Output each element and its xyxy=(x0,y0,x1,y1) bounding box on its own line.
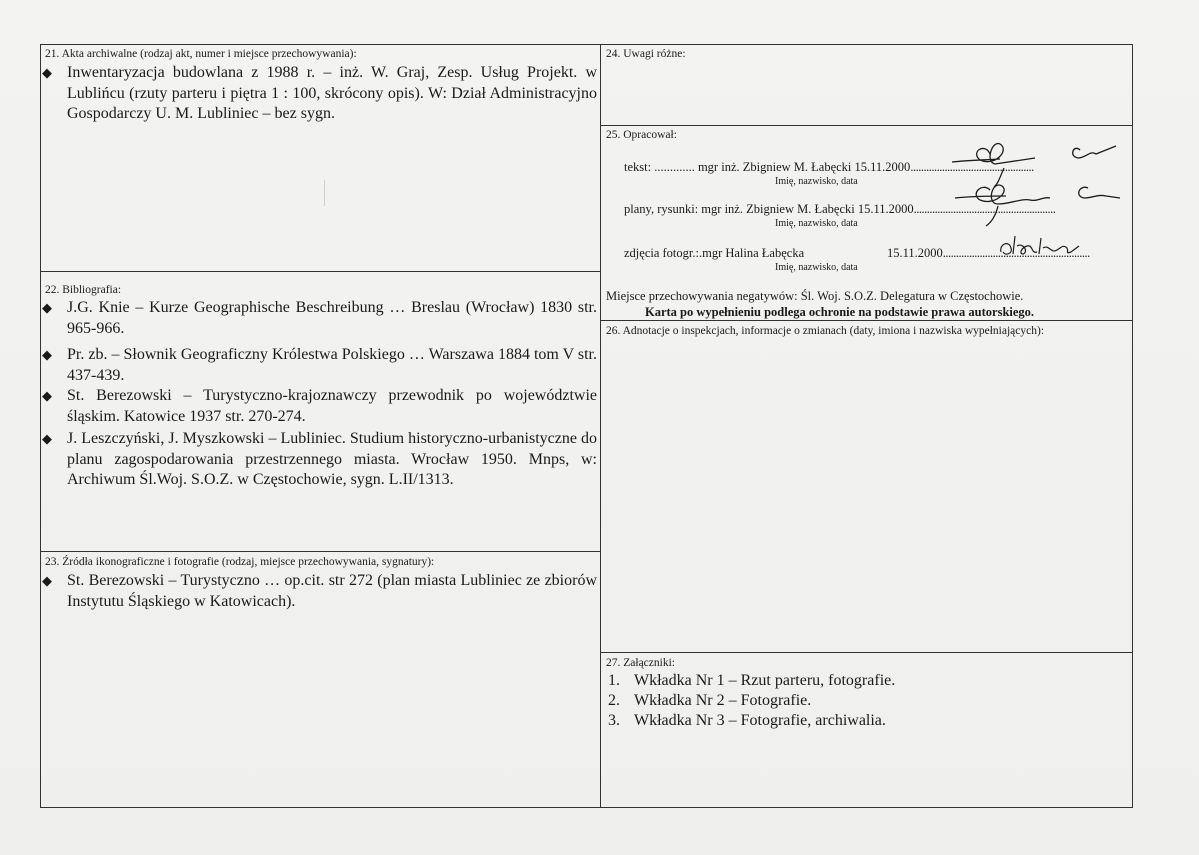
box26-title: 26. Adnotacje o inspekcjach, informacje o zmianach (daty, imiona i nazwiska wypełniających): xyxy=(606,325,1045,337)
box22-item-3: ◆ St. Berezowski – Turystyczno-krajoznawczy przewodnik po województwie śląskim. Katowice 1937 str. 270-274. xyxy=(42,387,597,425)
negatives-location: Miejsce przechowywania negatywów: Śl. Woj. S.O.Z. Delegatura w Częstochowie. xyxy=(606,289,1024,303)
diamond-bullet-icon: ◆ xyxy=(42,65,52,80)
box21-item: ◆ Inwentaryzacja budowlana z 1988 r. – inż. W. Graj, Zesp. Usług Projekt. w Lublińcu (rzuty parteru i piętra 1 : 100, skrócony opis). W: Dział Administracyjno Gospodarczy U. M. Lubliniec – bez sygn. xyxy=(42,64,597,122)
column-divider xyxy=(600,44,601,808)
diamond-bullet-icon: ◆ xyxy=(42,347,52,362)
attachment-item-2: 2. Wkładka Nr 2 – Fotografie. xyxy=(608,692,812,709)
author-photos-date: 15.11.2000........................................................ xyxy=(887,246,1090,260)
diamond-bullet-icon: ◆ xyxy=(42,431,52,446)
box22-item-4: ◆ J. Leszczyński, J. Myszkowski – Lubliniec. Studium historyczno-urbanistyczne do planu zagospodarowania przestrzennego miasta. Wrocław 1950. Mnps, w: Archiwum Śl.Woj. S.O.Z. w Częstochowie, sygn. L.II/1313. xyxy=(42,430,597,488)
author-photos-row: zdjęcia fotogr.:.mgr Halina Łabęcka xyxy=(624,246,805,260)
box22-item-1: ◆ J.G. Knie – Kurze Geographische Beschreibung … Breslau (Wrocław) 1830 str. 965-966. xyxy=(42,299,597,337)
diamond-bullet-icon: ◆ xyxy=(42,300,52,315)
caption-name-date: Imię, nazwisko, data xyxy=(775,262,858,273)
box21-title: 21. Akta archiwalne (rodzaj akt, numer i miejsce przechowywania): xyxy=(45,48,357,60)
box23-item: ◆ St. Berezowski – Turystyczno … op.cit. str 272 (plan miasta Lubliniec ze zbiorów Instytutu Śląskiego w Katowicach). xyxy=(42,572,597,610)
signature-2 xyxy=(950,176,1140,231)
box23-title: 23. Źródła ikonograficzne i fotografie (rodzaj, miejsce przechowywania, sygnatury): xyxy=(45,556,435,568)
divider-24-25 xyxy=(601,125,1133,126)
caption-name-date: Imię, nazwisko, data xyxy=(775,218,858,229)
author-plans-row: plany, rysunki: mgr inż. Zbigniew M. Łabęcki 15.11.2000...................................................... xyxy=(624,202,1056,216)
attachment-item-3: 3. Wkładka Nr 3 – Fotografie, archiwalia. xyxy=(608,712,886,729)
box22-title: 22. Bibliografia: xyxy=(45,284,122,296)
divider-26-27 xyxy=(601,652,1133,653)
copyright-note: Karta po wypełnieniu podlega ochronie na podstawie prawa autorskiego. xyxy=(645,305,1035,319)
box27-title: 27. Załączniki: xyxy=(606,657,675,669)
signature-3 xyxy=(995,232,1085,262)
diamond-bullet-icon: ◆ xyxy=(42,388,52,403)
divider-21-22 xyxy=(40,271,601,272)
scan-mark xyxy=(324,180,325,206)
box25-title: 25. Opracował: xyxy=(606,129,677,141)
divider-22-23 xyxy=(40,551,601,552)
divider-25-26 xyxy=(601,320,1133,321)
box22-item-2: ◆ Pr. zb. – Słownik Geograficzny Królestwa Polskiego … Warszawa 1884 tom V str. 437-439. xyxy=(42,346,597,384)
box24-title: 24. Uwagi różne: xyxy=(606,48,686,60)
caption-name-date: Imię, nazwisko, data xyxy=(775,176,858,187)
attachment-item-1: 1. Wkładka Nr 1 – Rzut parteru, fotografie. xyxy=(608,672,896,689)
diamond-bullet-icon: ◆ xyxy=(42,573,52,588)
author-text-row: tekst: ............. mgr inż. Zbigniew M. Łabęcki 15.11.2000............................................... xyxy=(624,160,1034,174)
